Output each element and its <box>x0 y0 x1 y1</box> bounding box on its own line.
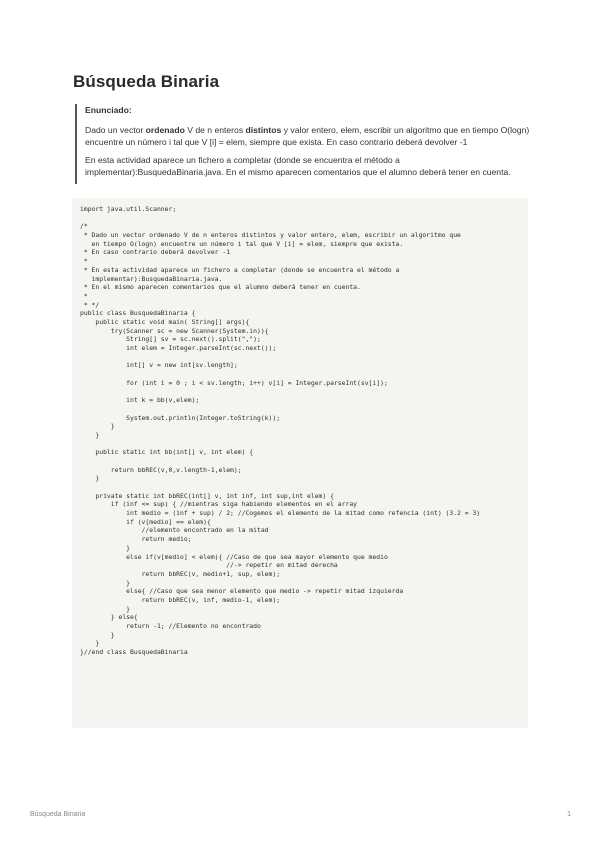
java-source: import java.util.Scanner; /* * Dado un vector ordenado V de n enteros distintos y valor entero, elem, escribir un algoritmo que en tiempo O(logn) encuentre un número i tal que V [i] = elem, siempre que exista. * En caso contrario deberá devolver -1 * * En esta actividad aparece un fichero a completar (donde se encuentra el método a implementar):BusquedaBinaria.java. * En el mismo aparecen comentarios que el alumno deberá tener en cuenta. * * */ public class BusquedaBinaria { public static void main( String[] args){ try(Scanner sc = new Scanner(System.in)){ String[] sv = sc.next().split(","); int elem = Integer.parseInt(sc.next()); int[] v = new int[sv.length]; for (int i = 0 ; i < sv.length; i++) v[i] = Integer.parseInt(sv[i]); int k = bb(v,elem); System.out.println(Integer.toString(k)); } } public static int bb(int[] v, int elem) { return bbREC(v,0,v.length-1,elem); } private static int bbREC(int[] v, int inf, int sup,int elem) { if (inf <= sup) { //mientras siga habiendo elementos en el array int medio = (inf + sup) / 2; //Cogemos el elemento de la mitad como refencia (int) (3.2 = 3) if (v[medio] == elem){ //elemento encontrado en la mitad return medio; } else if(v[medio] < elem){ //Caso de que sea mayor elemento que medio //-> repetir en mitad derecha return bbREC(v, medio+1, sup, elem); } else{ //Caso que sea menor elemento que medio -> repetir mitad izquierda return bbREC(v, inf, medio-1, elem); } } else{ return -1; //Elemento no encontrado } } }//end class BusquedaBinaria <box>80 205 481 657</box>
page-number: 1 <box>567 811 571 818</box>
statement-bold-ordenado: ordenado <box>145 124 185 135</box>
page-title: Búsqueda Binaria <box>73 72 220 91</box>
statement-callout <box>75 104 535 184</box>
statement-text: Dado un vector <box>85 124 146 135</box>
statement-paragraph-2: En esta actividad aparece un fichero a completar (donde se encuentra el método a implementar):BusquedaBinaria.java. En el mismo aparecen comentarios que el alumno deberá tener en cuenta. <box>85 154 511 178</box>
statement-text: y valor entero, elem, escribir un algoritmo que en tiempo O(logn) encuentre un número i tal que V [i] = elem, siempre que exista. En caso contrario deberá devolver -1 <box>85 124 530 148</box>
statement-bold-distintos: distintos <box>245 124 282 135</box>
footer-title: Búsqueda Binaria <box>30 811 86 818</box>
code-block <box>72 198 528 728</box>
statement-paragraph-1 <box>85 124 535 149</box>
statement-text: V de n enteros <box>184 124 246 135</box>
statement-heading: Enunciado: <box>85 105 132 115</box>
